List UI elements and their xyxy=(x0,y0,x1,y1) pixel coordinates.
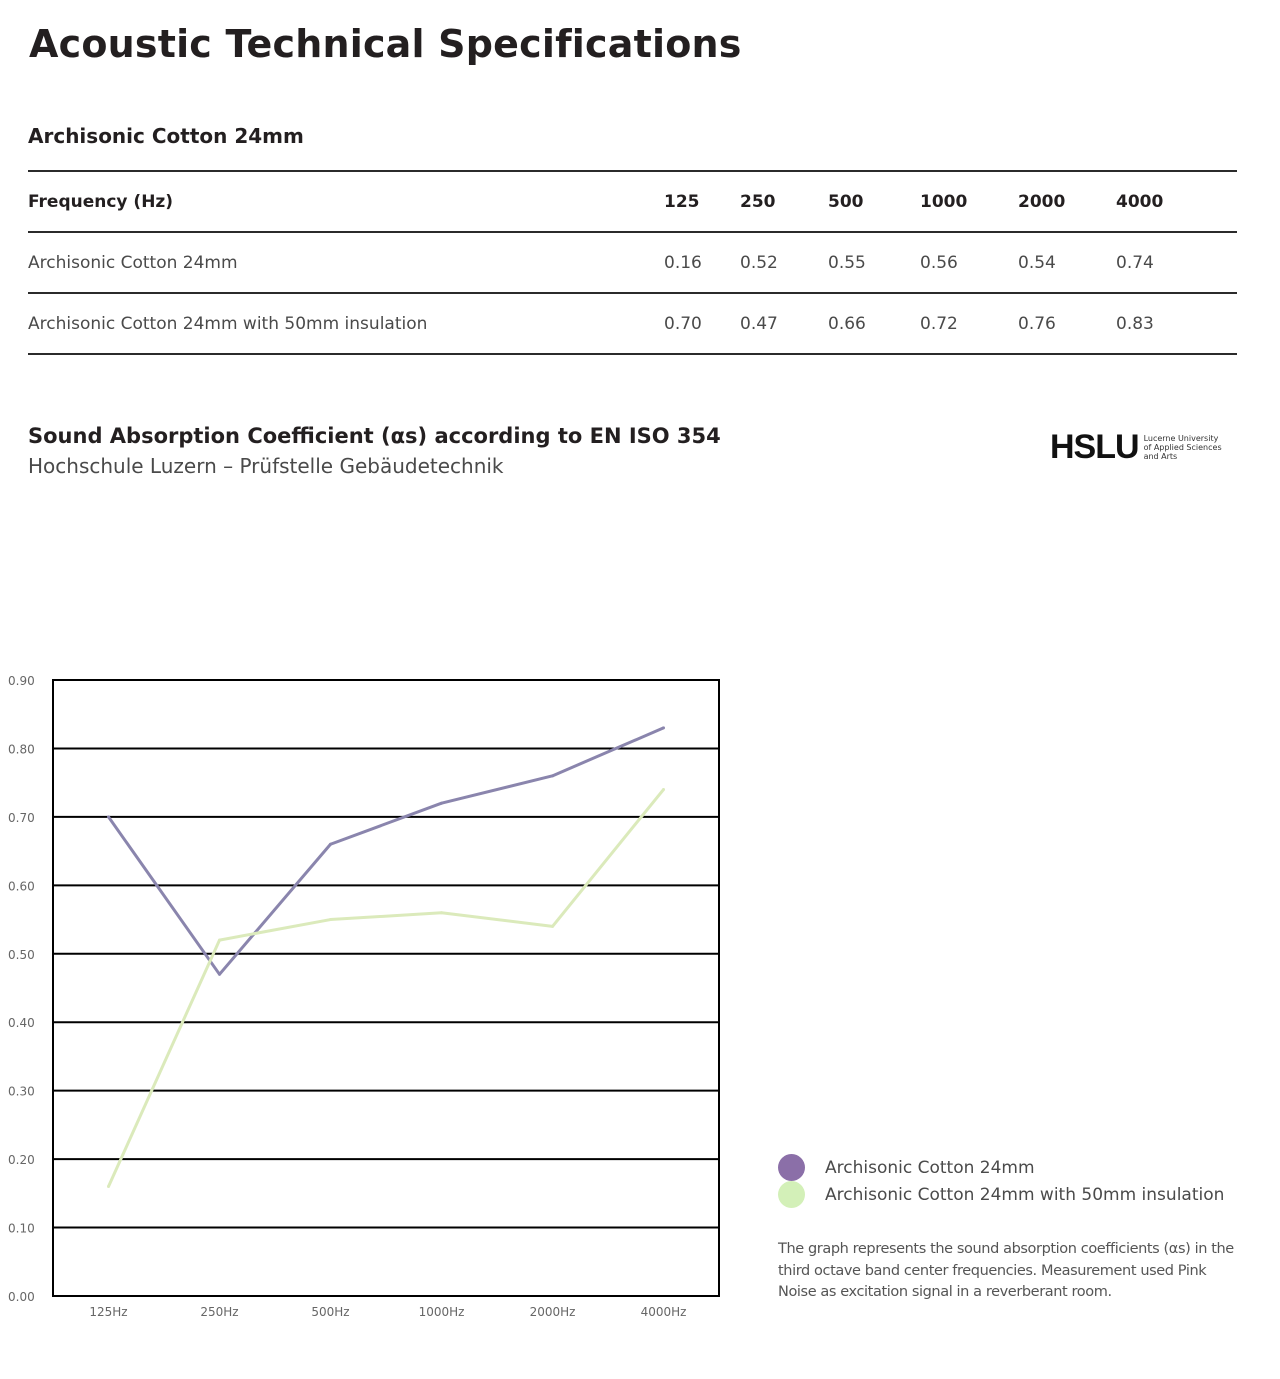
data-point xyxy=(218,939,221,942)
y-tick-label: 0.60 xyxy=(8,879,35,894)
table-row xyxy=(28,293,1237,354)
table-row xyxy=(28,232,1237,293)
x-tick-label: 2000Hz xyxy=(529,1305,576,1319)
logo-text-line: Lucerne University xyxy=(1143,433,1219,443)
x-tick-label: 500Hz xyxy=(311,1305,350,1319)
row-label: Archisonic Cotton 24mm xyxy=(28,232,664,293)
data-point xyxy=(662,788,665,791)
chart-note: The graph represents the sound absorption coefficients (αs) in the third octave band center frequencies. Measurement used Pink Noise as excitation signal in a reverberant room. xyxy=(778,1241,1234,1300)
y-tick-label: 0.80 xyxy=(8,742,35,757)
plot-frame xyxy=(53,680,719,1296)
y-tick-label: 0.10 xyxy=(8,1221,35,1236)
chart-title: Sound Absorption Coefficient (αs) according to EN ISO 354 xyxy=(28,424,721,448)
cell-value: 0.52 xyxy=(740,232,828,293)
spec-table xyxy=(28,170,1237,355)
cell-value: 0.54 xyxy=(1018,232,1116,293)
legend-label: Archisonic Cotton 24mm with 50mm insulation xyxy=(825,1184,1225,1205)
chart-legend xyxy=(778,1154,1224,1208)
cell-value: 0.16 xyxy=(664,232,740,293)
y-tick-label: 0.00 xyxy=(8,1290,35,1304)
legend-dot-icon xyxy=(778,1154,805,1181)
legend-label: Archisonic Cotton 24mm xyxy=(825,1157,1035,1178)
x-tick-label: 4000Hz xyxy=(640,1305,687,1319)
cell-value: 0.72 xyxy=(920,293,1018,354)
logo-text-line: of Applied Sciences xyxy=(1143,442,1222,452)
header-freq: 500 xyxy=(828,171,920,232)
data-point xyxy=(107,1185,110,1188)
product-title: Archisonic Cotton 24mm xyxy=(28,124,304,148)
data-point xyxy=(107,815,110,818)
chart-heading xyxy=(28,424,721,478)
cell-value: 0.74 xyxy=(1116,232,1237,293)
absorption-chart xyxy=(0,660,740,1340)
row-label: Archisonic Cotton 24mm with 50mm insulation xyxy=(28,293,664,354)
data-point xyxy=(440,802,443,805)
header-freq: 250 xyxy=(740,171,828,232)
y-tick-label: 0.30 xyxy=(8,1084,35,1099)
y-tick-label: 0.70 xyxy=(8,810,35,825)
data-point xyxy=(662,726,665,729)
logo-mark: HSLU xyxy=(1050,428,1139,466)
cell-value: 0.56 xyxy=(920,232,1018,293)
cell-value: 0.83 xyxy=(1116,293,1237,354)
y-tick-label: 0.90 xyxy=(8,674,35,688)
header-freq: 1000 xyxy=(920,171,1018,232)
chart-subtitle: Hochschule Luzern – Prüfstelle Gebäudetechnik xyxy=(28,454,504,478)
header-freq: 4000 xyxy=(1116,171,1237,232)
cell-value: 0.47 xyxy=(740,293,828,354)
data-point xyxy=(551,925,554,928)
header-frequency-label: Frequency (Hz) xyxy=(28,171,664,232)
data-point xyxy=(551,774,554,777)
legend-item xyxy=(778,1181,1224,1208)
logo-text-line: and Arts xyxy=(1143,451,1178,461)
series-line-green-line xyxy=(109,790,664,1187)
data-point xyxy=(218,973,221,976)
series-line-purple-line xyxy=(109,728,664,974)
cell-value: 0.66 xyxy=(828,293,920,354)
page-title: Acoustic Technical Specifications xyxy=(29,22,742,66)
y-tick-label: 0.50 xyxy=(8,947,35,962)
x-tick-label: 1000Hz xyxy=(418,1305,465,1319)
data-point xyxy=(329,843,332,846)
x-tick-label: 250Hz xyxy=(200,1305,239,1319)
data-point xyxy=(440,911,443,914)
logo-text xyxy=(1144,434,1222,461)
header-freq: 125 xyxy=(664,171,740,232)
y-tick-label: 0.40 xyxy=(8,1016,35,1031)
legend-item xyxy=(778,1154,1224,1181)
x-tick-label: 125Hz xyxy=(89,1305,128,1319)
cell-value: 0.70 xyxy=(664,293,740,354)
y-tick-label: 0.20 xyxy=(8,1153,35,1168)
header-freq: 2000 xyxy=(1018,171,1116,232)
cell-value: 0.76 xyxy=(1018,293,1116,354)
cell-value: 0.55 xyxy=(828,232,920,293)
hslu-logo xyxy=(1050,430,1222,464)
legend-dot-icon xyxy=(778,1181,805,1208)
table-header-row xyxy=(28,171,1237,232)
data-point xyxy=(329,918,332,921)
